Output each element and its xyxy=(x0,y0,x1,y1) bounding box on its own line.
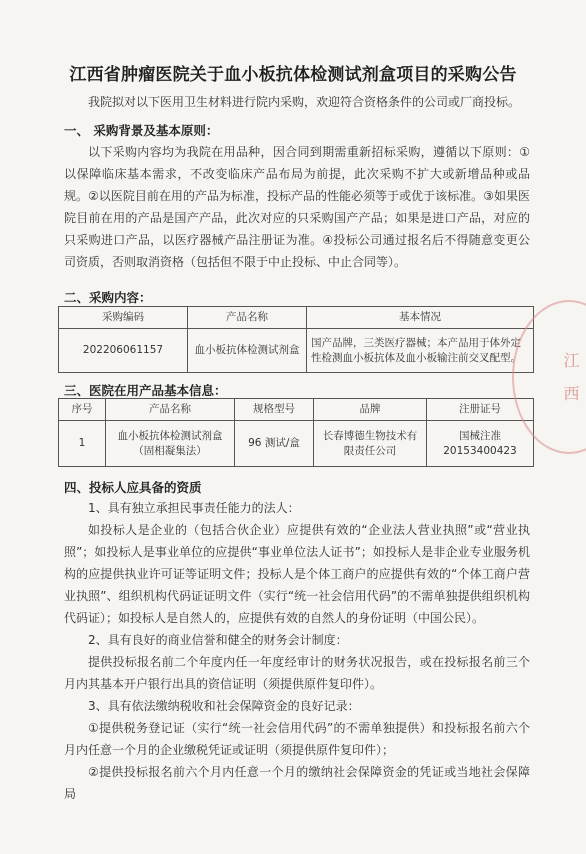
table-cell: 202206061157 xyxy=(59,329,188,373)
section4-item3-b: ②提供投标报名前六个月内任意一个月的缴纳社会保障资金的凭证或当地社会保障局 xyxy=(64,765,530,801)
section3-heading: 三、医院在用产品基本信息： xyxy=(64,383,227,398)
section4-item2-body: 提供投标报名前二个年度内任一年度经审计的财务状况报告，或在投标报名前三个月内其基本开户银行出具的资信证明（须提供原件复印件）。 xyxy=(64,655,530,691)
table-header: 序号 xyxy=(59,399,106,421)
procurement-table xyxy=(58,306,534,373)
table-header: 产品名称 xyxy=(188,307,307,329)
seal-text: 江 西 xyxy=(561,352,580,408)
product-info-table xyxy=(58,398,534,467)
table-cell: 长春博德生物技术有限责任公司 xyxy=(314,421,427,467)
table-header: 产品名称 xyxy=(106,399,235,421)
section4-item3: 3、具有依法缴纳税收和社会保障资金的良好记录： xyxy=(88,699,360,713)
section4-item1: 1、具有独立承担民事责任能力的法人： xyxy=(88,501,300,515)
table-header: 基本情况 xyxy=(307,307,534,329)
table-cell: 血小板抗体检测试剂盒（固相凝集法） xyxy=(106,421,235,467)
section4-item2: 2、具有良好的商业信誉和健全的财务会计制度： xyxy=(88,633,348,647)
table-cell: 国械注准 20153400423 xyxy=(427,421,534,467)
document-title: 江西省肿瘤医院关于血小板抗体检测试剂盒项目的采购公告 xyxy=(69,65,517,85)
table-header: 规格型号 xyxy=(235,399,314,421)
section2-heading: 二、采购内容： xyxy=(64,290,152,305)
section4-item3-a: ①提供税务登记证（实行“统一社会信用代码”的不需单独提供）和投标报名前六个月内任意一个月的企业缴税凭证或证明（须提供原件复印件）； xyxy=(64,721,530,757)
table-cell: 血小板抗体检测试剂盒 xyxy=(188,329,307,373)
table-header: 注册证号 xyxy=(427,399,534,421)
table-cell: 96 测试/盒 xyxy=(235,421,314,467)
table-cell: 1 xyxy=(59,421,106,467)
section1-heading: 一、 采购背景及基本原则： xyxy=(64,123,219,138)
section4-heading: 四、投标人应具备的资质 xyxy=(64,480,202,495)
section4-item1-body: 如投标人是企业的（包括合伙企业）应提供有效的“企业法人营业执照”或“营业执照”；如投标人是事业单位的应提供“事业单位法人证书”；如投标人是非企业专业服务机构的应提供执业许可证等证明文件；投标人是个体工商户的应提供有效的“个体工商户营业执照”、组织机构代码证证明文件（实行“统一社会信用代码”的不需单独提供组织机构代码证）；如投标人是自然人的，应提供有效的自然人的身份证明（中国公民）。 xyxy=(64,523,530,625)
table-header: 采购编码 xyxy=(59,307,188,329)
table-header: 品牌 xyxy=(314,399,427,421)
table-cell: 国产品牌，三类医疗器械；本产品用于体外定性检测血小板抗体及血小板输注前交叉配型。 xyxy=(307,329,534,373)
section1-body: 以下采购内容均为我院在用品种，因合同到期需重新招标采购，遵循以下原则：①以保障临床基本需求，不改变临床产品布局为前提，此次采购不扩大或新增品种或品规。②以医院目前在用的产品为标准，投标产品的性能必须等于或优于该标准。③如果医院目前在用的产品是国产产品，此次对应的只采购国产产品；如果是进口产品，对应的只采购进口产品，以医疗器械产品注册证为准。④投标公司通过报名后不得随意变更公司资质，否则取消资格（包括但不限于中止投标、中止合同等）。 xyxy=(64,145,530,269)
intro-paragraph: 我院拟对以下医用卫生材料进行院内采购，欢迎符合资格条件的公司或厂商投标。 xyxy=(88,95,521,109)
